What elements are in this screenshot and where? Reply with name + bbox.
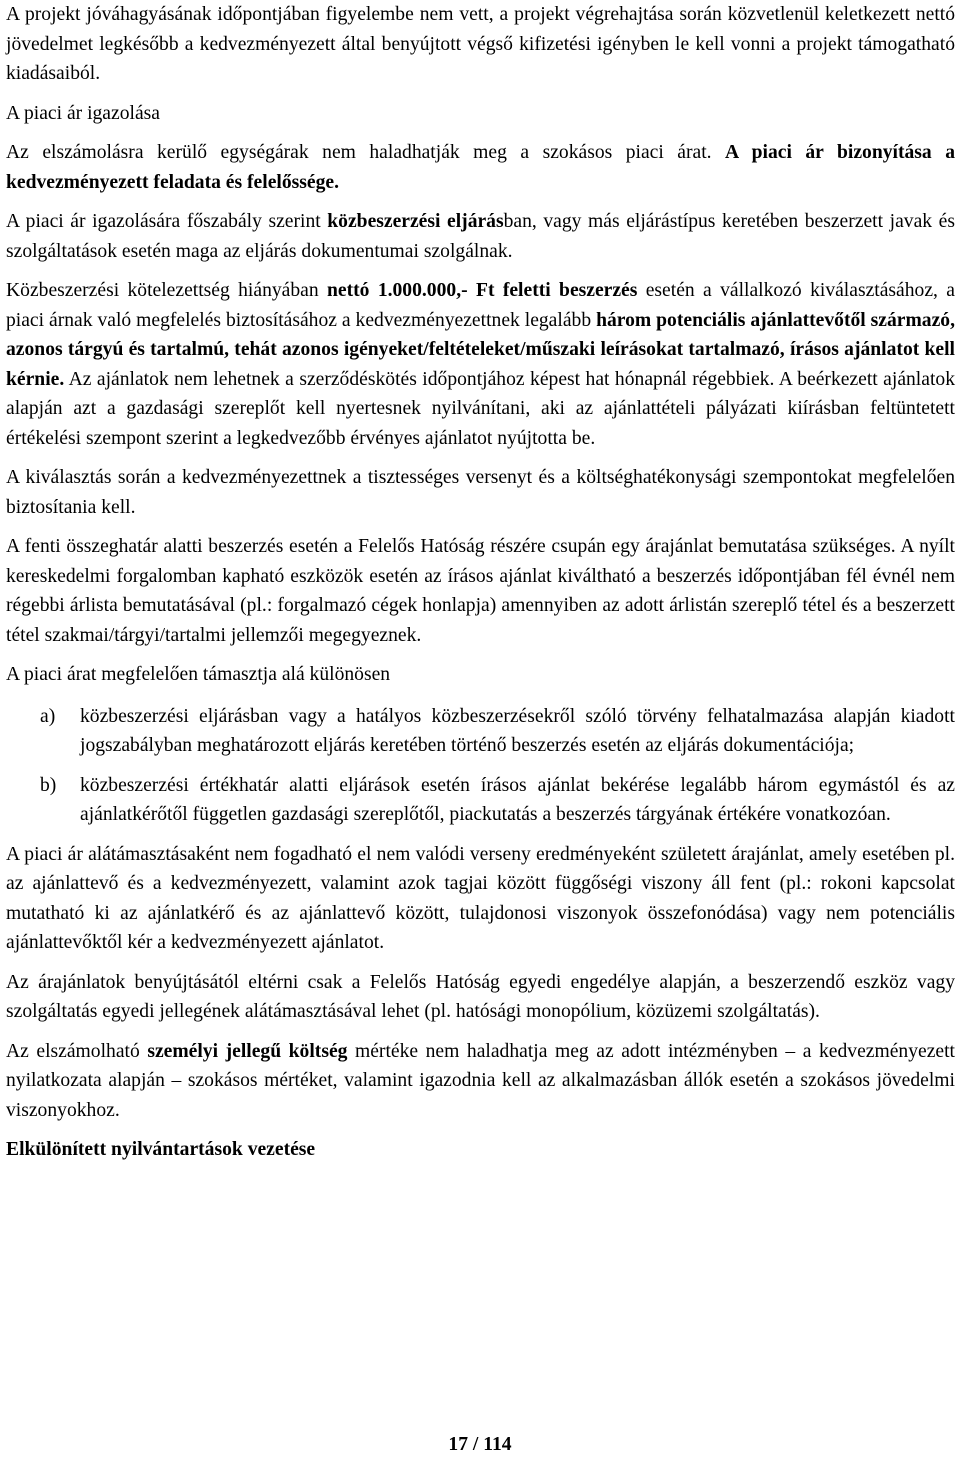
personnel-text-1: Az elszámolható xyxy=(6,1040,148,1062)
list-marker: a) xyxy=(40,705,56,727)
paragraph-personnel-costs xyxy=(6,1037,955,1126)
offers-bold-requirement: három potenciális ajánlattevőtől származó, azonos tárgyú és tartalmú, tehát azonos igényeket/feltételeket/műszaki leírásokat tartalmazó, írásos ajánlatot kell kérnie. xyxy=(6,309,955,390)
section-heading-separate-records: Elkülönített nyilvántartások vezetése xyxy=(6,1139,316,1160)
offers-text-1: Közbeszerzési kötelezettség hiányában xyxy=(6,280,328,301)
section-heading-market-price: A piaci ár igazolása xyxy=(6,102,160,124)
personnel-text-2: mértéke nem haladhatja meg az adott intézményben – a kedvezményezett nyilatkozata alapján – szokásos mértéket, valamint igazodnia kell az alkalmazásban állók esetén a szokásos jövedelmi viszonyokhoz. xyxy=(6,1040,955,1121)
procurement-text-1: A piaci ár igazolására főszabály szerint xyxy=(6,211,328,232)
paragraph-fair-competition: A kiválasztás során a kedvezményezettnek a tisztességes versenyt és a költséghatékonysági szempontokat megfelelően biztosítania kell. xyxy=(6,467,955,518)
unit-prices-text: Az elszámolásra kerülő egységárak nem haladhatják meg a szokásos piaci árat. xyxy=(6,142,726,163)
personnel-bold-text: személyi jellegű költség xyxy=(147,1040,348,1062)
paragraph-procurement-proof xyxy=(6,207,955,266)
offers-bold-threshold: nettó 1.000.000,- Ft feletti beszerzés xyxy=(327,280,638,301)
procurement-bold-text: közbeszerzési eljárás xyxy=(327,211,504,232)
offers-text-2: esetén a vállalkozó kiválasztásához, a piaci árnak való megfelelés biztosításához a kedvezményezettnek legalább xyxy=(6,280,955,331)
paragraph-list-intro: A piaci árat megfelelően támasztja alá különösen xyxy=(6,664,391,685)
list-marker: b) xyxy=(40,774,57,796)
list-item-text: közbeszerzési értékhatár alatti eljárások esetén írásos ajánlat bekérése legalább három egymástól és az ajánlatkérőtől független gazdasági szereplőtől, piackutatás a beszerzés tárgyának értékére vonatkozóan. xyxy=(80,774,955,825)
paragraph-net-income: A projekt jóváhagyásának időpontjában figyelembe nem vett, a projekt végrehajtása során közvetlenül keletkezett nettó jövedelmet legkésőbb a kedvezményezett által benyújtott végső kifizetési igényben le kell vonni a projekt támogatható kiadásaiból. xyxy=(6,4,955,84)
list-item-text: közbeszerzési eljárásban vagy a hatályos közbeszerzésekről szóló törvény felhatalmazása alapján kiadott jogszabályban meghatározott eljárás keretében történő beszerzés esetén az eljárás dokumentációja; xyxy=(80,705,955,756)
paragraph-unit-prices xyxy=(6,138,955,197)
offers-text-3: Az ajánlatok nem lehetnek a szerződéskötés időpontjához képest hat hónapnál régebbiek. A beérkezett ajánlatok alapján azt a gazdasági szereplőt kell nyertesnek nyilvánítani, aki az ajánlattételi pályázati kiírásban feltüntetett értékelési szempont szerint a legkedvezőbb érvényes ajánlatot nyújtotta be. xyxy=(6,368,955,449)
unit-prices-bold-text: A piaci ár bizonyítása a kedvezményezett feladata és felelőssége. xyxy=(6,142,955,193)
document-page xyxy=(6,0,955,1175)
supporting-evidence-list xyxy=(6,702,955,830)
list-item xyxy=(6,771,955,830)
list-item xyxy=(6,702,955,761)
procurement-text-2: ban, vagy más eljárástípus keretében beszerzett javak és szolgáltatások esetén maga az eljárás dokumentumai szolgálnak. xyxy=(6,211,955,262)
paragraph-three-offers xyxy=(6,276,955,453)
page-number: 17 / 114 xyxy=(448,1434,512,1455)
paragraph-exception-permit: Az árajánlatok benyújtásától eltérni csak a Felelős Hatóság egyedi engedélye alapján, a beszerzendő eszköz vagy szolgáltatás egyedi jellegének alátámasztásával lehet (pl. hatósági monopólium, közüzemi szolgáltatás). xyxy=(6,971,955,1022)
paragraph-below-threshold: A fenti összeghatár alatti beszerzés esetén a Felelős Hatóság részére csupán egy árajánlat bemutatása szükséges. A nyílt kereskedelmi forgalomban kapható eszközök esetén az írásos ajánlat kiváltható a beszerzés időpontjában fél évnél nem régebbi árlista bemutatásával (pl.: forgalmazó cégek honlapja) amennyiben az adott árlistán szereplő tétel és a beszerzett tétel szakmai/tárgyi/tartalmi jellemzői megegyeznek. xyxy=(6,536,955,646)
paragraph-not-real-competition: A piaci ár alátámasztásaként nem fogadható el nem valódi verseny eredményeként született árajánlat, amely esetében pl. az ajánlattevő és a kedvezményezett, valamint azok tagjai között függőségi viszony áll fent (pl.: rokoni kapcsolat mutatható ki az ajánlatkérő és az ajánlattevő között, tulajdonosi viszonyok összefonódása) vagy nem potenciális ajánlattevőktől kér a kedvezményezett ajánlatot. xyxy=(6,843,955,953)
